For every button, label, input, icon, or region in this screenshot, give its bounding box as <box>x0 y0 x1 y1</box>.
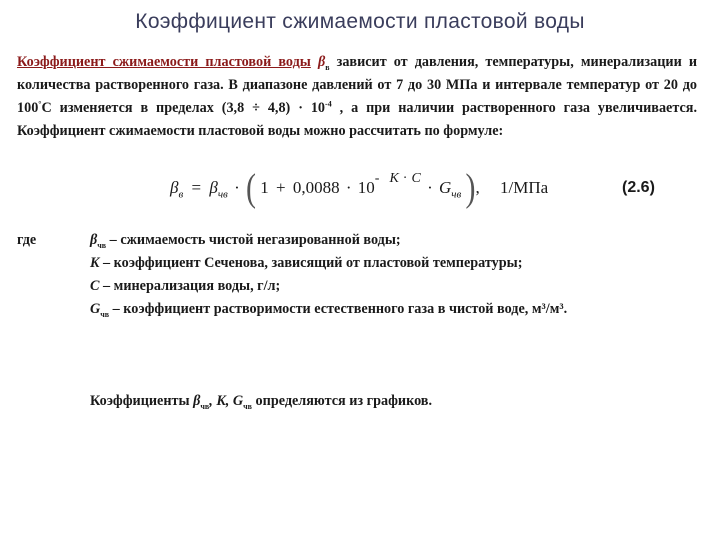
formula <box>170 166 549 212</box>
formula-units: 1/МПа <box>500 177 549 197</box>
definition-beta <box>90 232 401 249</box>
formula-g-sub: чв <box>451 188 462 201</box>
exp-dot: · <box>402 170 408 186</box>
slide-title: Коэффициент сжимаемости пластовой воды <box>135 10 585 33</box>
formula-rhs: β <box>209 177 218 197</box>
def-sub: чв <box>100 309 110 319</box>
definition-c <box>90 278 280 295</box>
note-beta: β <box>193 393 201 409</box>
def-symbol: β <box>90 232 98 248</box>
formula-plus: + <box>276 177 286 197</box>
beta-subscript: в <box>325 62 330 72</box>
exp-minus: - <box>374 170 380 186</box>
exponent: -4 <box>325 99 332 109</box>
intro-paragraph <box>17 51 697 143</box>
formula-mul: · <box>345 177 352 197</box>
where-label: где <box>17 232 37 248</box>
term-highlight: Коэффициент сжимаемости пластовой воды <box>17 54 311 70</box>
formula-open-bracket: ( <box>246 166 257 210</box>
formula-exponent <box>375 171 421 187</box>
note-suffix: определяются из графиков. <box>252 393 433 409</box>
formula-dot: · <box>234 177 240 197</box>
def-text: – сжимаемость чистой негазированной воды; <box>106 232 401 248</box>
def-symbol: K <box>90 255 100 271</box>
formula-lhs: β <box>170 177 179 197</box>
formula-close-bracket: ) <box>465 166 476 210</box>
def-symbol: C <box>90 278 100 294</box>
formula-dot2: · <box>427 177 433 197</box>
paragraph-text-2: С изменяется в пределах (3,8 ÷ 4,8) · 10 <box>41 100 326 116</box>
def-sub: чв <box>97 240 107 250</box>
note-beta-sub: чв <box>200 401 210 411</box>
paragraph-text-3: , а при наличии растворенного газа увеличивается. Коэффициент сжимаемости пластовой воды можно рассчитать по формуле: <box>17 100 697 139</box>
formula-coef: 0,0088 <box>292 177 340 197</box>
formula-comma: , <box>475 177 480 197</box>
equation-number: (2.6) <box>622 179 655 196</box>
formula-lhs-sub: в <box>178 188 184 201</box>
beta-symbol: β <box>317 54 326 70</box>
definition-k <box>90 255 522 272</box>
note-line <box>90 393 432 411</box>
exp-c: C <box>411 170 421 186</box>
formula-one: 1 <box>260 177 269 197</box>
formula-ten: 10 <box>357 177 375 197</box>
def-symbol: G <box>90 301 101 317</box>
definition-g <box>90 301 567 318</box>
degree-sign: ° <box>38 99 42 109</box>
paragraph-text-1: зависит от давления, температуры, минерализации и количества растворенного газа. В диапазоне давлений от 7 до 30 МПа и интервале температур от 20 до 100 <box>17 54 697 116</box>
def-text: – минерализация воды, г/л; <box>99 278 281 294</box>
note-g-sub: чв <box>243 401 252 411</box>
formula-g: G <box>438 177 452 197</box>
note-prefix: Коэффициенты <box>90 393 194 409</box>
def-text: – коэффициент растворимости естественного газа в чистой воде, м³/м³. <box>109 301 568 317</box>
formula-rhs-sub: чв <box>217 188 228 201</box>
def-text: – коэффициент Сеченова, зависящий от пластовой температуры; <box>99 255 523 271</box>
note-mid: , K, G <box>209 393 244 409</box>
formula-eq: = <box>191 177 202 197</box>
exp-k: K <box>389 170 399 186</box>
